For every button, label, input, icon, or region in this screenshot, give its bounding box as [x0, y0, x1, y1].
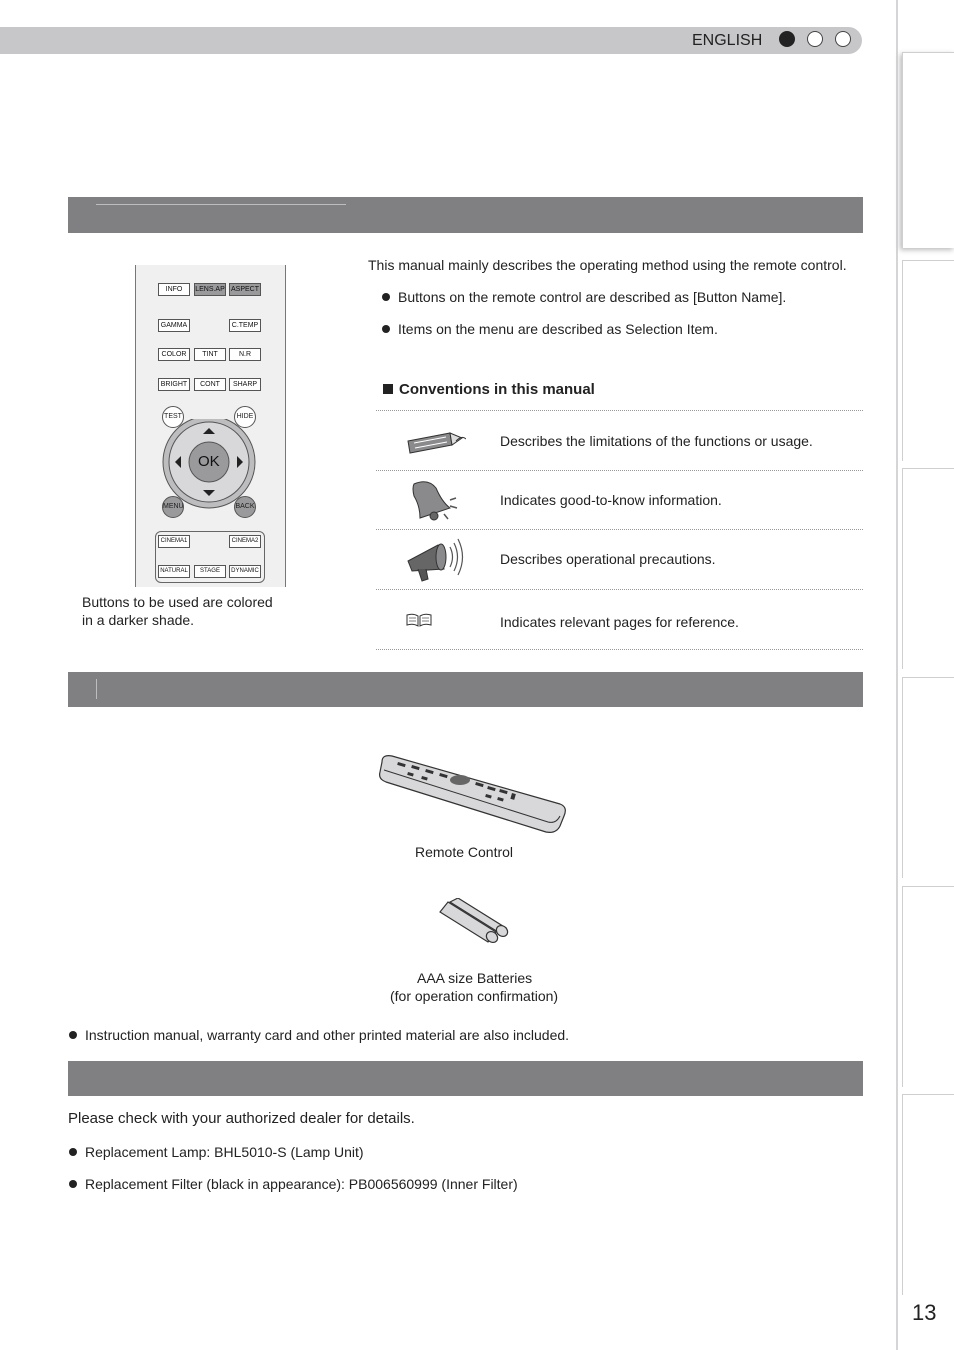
remote-button: DYNAMIC — [229, 565, 261, 578]
megaphone-icon — [404, 537, 464, 585]
remote-button: TINT — [194, 348, 226, 361]
progress-dot — [807, 31, 823, 47]
remote-button: C.TEMP — [229, 319, 261, 332]
index-tab-5[interactable] — [902, 886, 954, 1087]
bullet-icon — [69, 1180, 77, 1188]
remote-ok-label: OK — [198, 453, 220, 470]
progress-dot — [835, 31, 851, 47]
convention-text: Describes operational precautions. — [500, 551, 716, 567]
bell-icon — [404, 478, 460, 522]
bullet-icon — [382, 325, 390, 333]
remote-button: N.R — [229, 348, 261, 361]
remote-button: CONT — [194, 378, 226, 391]
language-label: ENGLISH — [692, 32, 763, 49]
remote-button: NATURAL — [158, 565, 190, 578]
remote-caption-line: in a darker shade. — [82, 612, 195, 628]
remote-hide-button: HIDE — [234, 406, 256, 428]
remote-illustration — [135, 265, 286, 587]
bullet-icon — [69, 1148, 77, 1156]
remote-button: BRIGHT — [158, 378, 190, 391]
remote-button: STAGE — [194, 565, 226, 578]
remote-back-button: BACK — [234, 496, 256, 518]
batteries-image — [436, 898, 510, 950]
remote-button: CINEMA1 — [158, 535, 190, 548]
square-bullet-icon — [383, 384, 393, 394]
section1-bullet: Items on the menu are described as Selection Item. — [398, 321, 718, 337]
remote-caption-line: Buttons to be used are colored — [82, 594, 273, 610]
open-book-icon — [406, 613, 432, 627]
convention-text: Indicates relevant pages for reference. — [500, 614, 739, 630]
remote-button: INFO — [158, 283, 190, 296]
index-tab-4[interactable] — [902, 677, 954, 878]
convention-row — [376, 411, 863, 471]
batteries-label-line: (for operation confirmation) — [390, 988, 559, 1004]
section2-note: Instruction manual, warranty card and other printed material are also included. — [85, 1027, 570, 1043]
remote-button: COLOR — [158, 348, 190, 361]
remote-control-label: Remote Control — [415, 844, 514, 860]
remote-test-button: TEST — [162, 406, 184, 428]
convention-row — [376, 529, 863, 590]
remote-button: CINEMA2 — [229, 535, 261, 548]
bullet-icon — [69, 1031, 77, 1039]
conventions-title: Conventions in this manual — [399, 381, 595, 398]
bullet-icon — [382, 293, 390, 301]
remote-button: SHARP — [229, 378, 261, 391]
section1-bullet: Buttons on the remote control are described as [Button Name]. — [398, 289, 787, 305]
convention-text: Indicates good-to-know information. — [500, 492, 722, 508]
remote-menu-button: MENU — [162, 496, 184, 518]
index-tab-6[interactable] — [902, 1094, 954, 1295]
remote-button: GAMMA — [158, 319, 190, 332]
section3-item: Replacement Filter (black in appearance): PB006560999 (Inner Filter) — [85, 1176, 518, 1192]
section3-intro: Please check with your authorized dealer for details. — [68, 1110, 415, 1127]
remote-button: ASPECT — [229, 283, 261, 296]
section-bar-1 — [68, 197, 863, 233]
convention-row — [376, 589, 863, 650]
convention-row — [376, 470, 863, 530]
pencil-memo-icon — [406, 429, 466, 457]
section-bar-2 — [68, 672, 863, 707]
batteries-label-line: AAA size Batteries — [417, 970, 533, 986]
index-tab-3[interactable] — [902, 468, 954, 669]
section-bar-3 — [68, 1061, 863, 1096]
index-tab-2[interactable] — [902, 260, 954, 461]
convention-text: Describes the limitations of the functions or usage. — [500, 433, 813, 449]
section3-item: Replacement Lamp: BHL5010-S (Lamp Unit) — [85, 1144, 364, 1160]
section1-intro: This manual mainly describes the operating method using the remote control. — [368, 257, 847, 273]
remote-control-image — [378, 752, 568, 836]
progress-dot-filled — [779, 31, 795, 47]
remote-button: LENS.AP — [194, 283, 226, 296]
page-number: 13 — [912, 1300, 937, 1325]
index-tab-active[interactable] — [902, 52, 954, 248]
